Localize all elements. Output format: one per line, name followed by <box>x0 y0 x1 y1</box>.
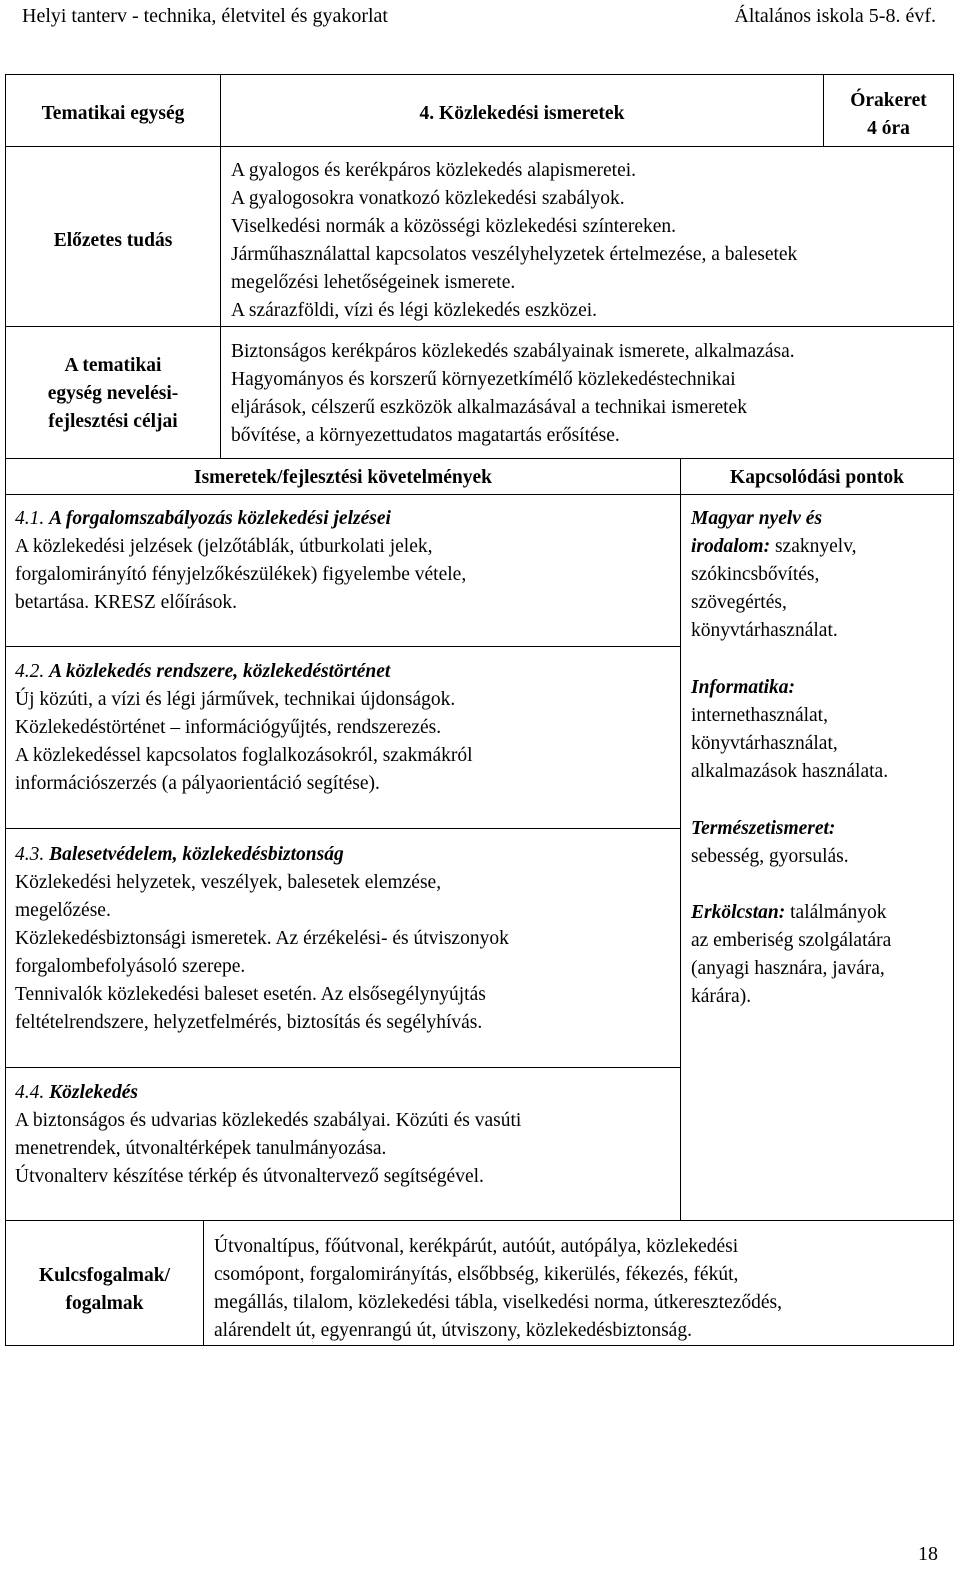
text-line: Útvonaltípus, főútvonal, kerékpárút, autóút, autópálya, közlekedési <box>214 1236 739 1257</box>
text-line: Biztonságos kerékpáros közlekedés szabályainak ismerete, alkalmazása. <box>231 341 795 362</box>
text-line: Közlekedésbiztonsági ismeretek. Az érzékelési- és útviszonyok <box>15 928 509 949</box>
text-line: szövegértés, <box>691 592 787 613</box>
text-line: alkalmazások használata. <box>691 761 889 782</box>
header-right: Általános iskola 5-8. évf. <box>734 5 936 27</box>
label-line: egység nevelési- <box>47 383 179 404</box>
header-left: Helyi tanterv - technika, életvitel és gyakorlat <box>22 5 388 27</box>
text-line: forgalombefolyásoló szerepe. <box>15 956 246 977</box>
label-line: Kulcsfogalmak/ <box>38 1265 171 1286</box>
text-line: megelőzése. <box>15 900 111 921</box>
section-title: 4.2. A közlekedés rendszere, közlekedéstörténet <box>15 661 391 682</box>
text-line: Viselkedési normák a közösségi közlekedési színtereken. <box>231 216 677 237</box>
text-line: A közlekedéssel kapcsolatos foglalkozásokról, szakmákról <box>15 745 473 766</box>
text-line: könyvtárhasználat, <box>691 733 838 754</box>
text-line: A gyalogosokra vonatkozó közlekedési szabályok. <box>231 188 625 209</box>
text-line: megelőzési lehetőségeinek ismerete. <box>231 272 516 293</box>
text-line: forgalomirányító fényjelzőkészülékek) figyelembe vétele, <box>15 564 467 585</box>
text-line: az emberiség szolgálatára <box>691 930 892 951</box>
text-line: (anyagi hasznára, javára, <box>691 958 885 979</box>
text-line: Hagyományos és korszerű környezetkímélő közlekedéstechnikai <box>231 369 736 390</box>
text-line: sebesség, gyorsulás. <box>691 846 849 867</box>
erk-line: Erkölcstan: találmányok <box>691 902 887 923</box>
magyar-line: irodalom: szaknyelv, <box>691 536 857 557</box>
elozetes-tudas-label: Előzetes tudás <box>53 230 173 251</box>
text-line: kárára). <box>691 986 752 1007</box>
text-line: Útvonalterv készítése térkép és útvonaltervező segítségével. <box>15 1166 484 1187</box>
text-line: alárendelt út, egyenrangú út, útviszony, közlekedésbiztonság. <box>214 1320 692 1341</box>
text-line: feltételrendszere, helyzetfelmérés, biztosítás és segélyhívás. <box>15 1012 483 1033</box>
section-title: 4.3. Balesetvédelem, közlekedésbiztonság <box>15 844 344 865</box>
tematikai-egyseg-label: Tematikai egység <box>41 103 185 124</box>
text-line: szókincsbővítés, <box>691 564 820 585</box>
text-line: A biztonságos és udvarias közlekedés szabályai. Közúti és vasúti <box>15 1110 522 1131</box>
text-line: menetrendek, útvonaltérképek tanulmányozása. <box>15 1138 387 1159</box>
text-line: könyvtárhasználat. <box>691 620 838 641</box>
page-number: 18 <box>918 1543 938 1565</box>
term-title: Természetismeret: <box>691 818 836 839</box>
text-line: Tennivalók közlekedési baleset esetén. Az elsősegélynyújtás <box>15 984 486 1005</box>
text-line: megállás, tilalom, közlekedési tábla, viselkedési norma, útkereszteződés, <box>214 1292 783 1313</box>
section-title: 4.4. Közlekedés <box>15 1082 138 1103</box>
text-line: információszerzés (a pályaorientáció segítése). <box>15 773 380 794</box>
hours-value: 4 óra <box>867 118 910 139</box>
text-line: A gyalogos és kerékpáros közlekedés alapismeretei. <box>231 160 637 181</box>
text-line: bővítése, a környezettudatos magatartás erősítése. <box>231 425 620 446</box>
text-line: Járműhasználattal kapcsolatos veszélyhelyzetek értelmezése, a balesetek <box>231 244 798 265</box>
text-line: A közlekedési jelzések (jelzőtáblák, útburkolati jelek, <box>15 536 433 557</box>
text-line: A szárazföldi, vízi és légi közlekedés eszközei. <box>231 300 598 321</box>
magyar-title: Magyar nyelv és <box>691 508 823 529</box>
connections-header: Kapcsolódási pontok <box>730 467 904 488</box>
text-line: betartása. KRESZ előírások. <box>15 592 238 613</box>
text-line: csomópont, forgalomirányítás, elsőbbség, kikerülés, fékezés, fékút, <box>214 1264 739 1285</box>
label-line: fejlesztési céljai <box>48 411 178 432</box>
hours-label: Órakeret <box>850 90 927 111</box>
info-title: Informatika: <box>691 677 796 698</box>
requirements-header: Ismeretek/fejlesztési követelmények <box>194 467 492 488</box>
text-line: eljárások, célszerű eszközök alkalmazásával a technikai ismeretek <box>231 397 747 418</box>
section-title: 4.1. A forgalomszabályozás közlekedési jelzései <box>15 508 391 529</box>
text-line: Közlekedéstörténet – információgyűjtés, rendszerezés. <box>15 717 442 738</box>
text-line: Közlekedési helyzetek, veszélyek, balesetek elemzése, <box>15 872 442 893</box>
text-line: internethasználat, <box>691 705 828 726</box>
label-line: fogalmak <box>65 1293 144 1314</box>
text-line: Új közúti, a vízi és légi járművek, technikai újdonságok. <box>15 689 456 710</box>
label-line: A tematikai <box>64 355 162 376</box>
unit-title: 4. Közlekedési ismeretek <box>419 103 625 124</box>
